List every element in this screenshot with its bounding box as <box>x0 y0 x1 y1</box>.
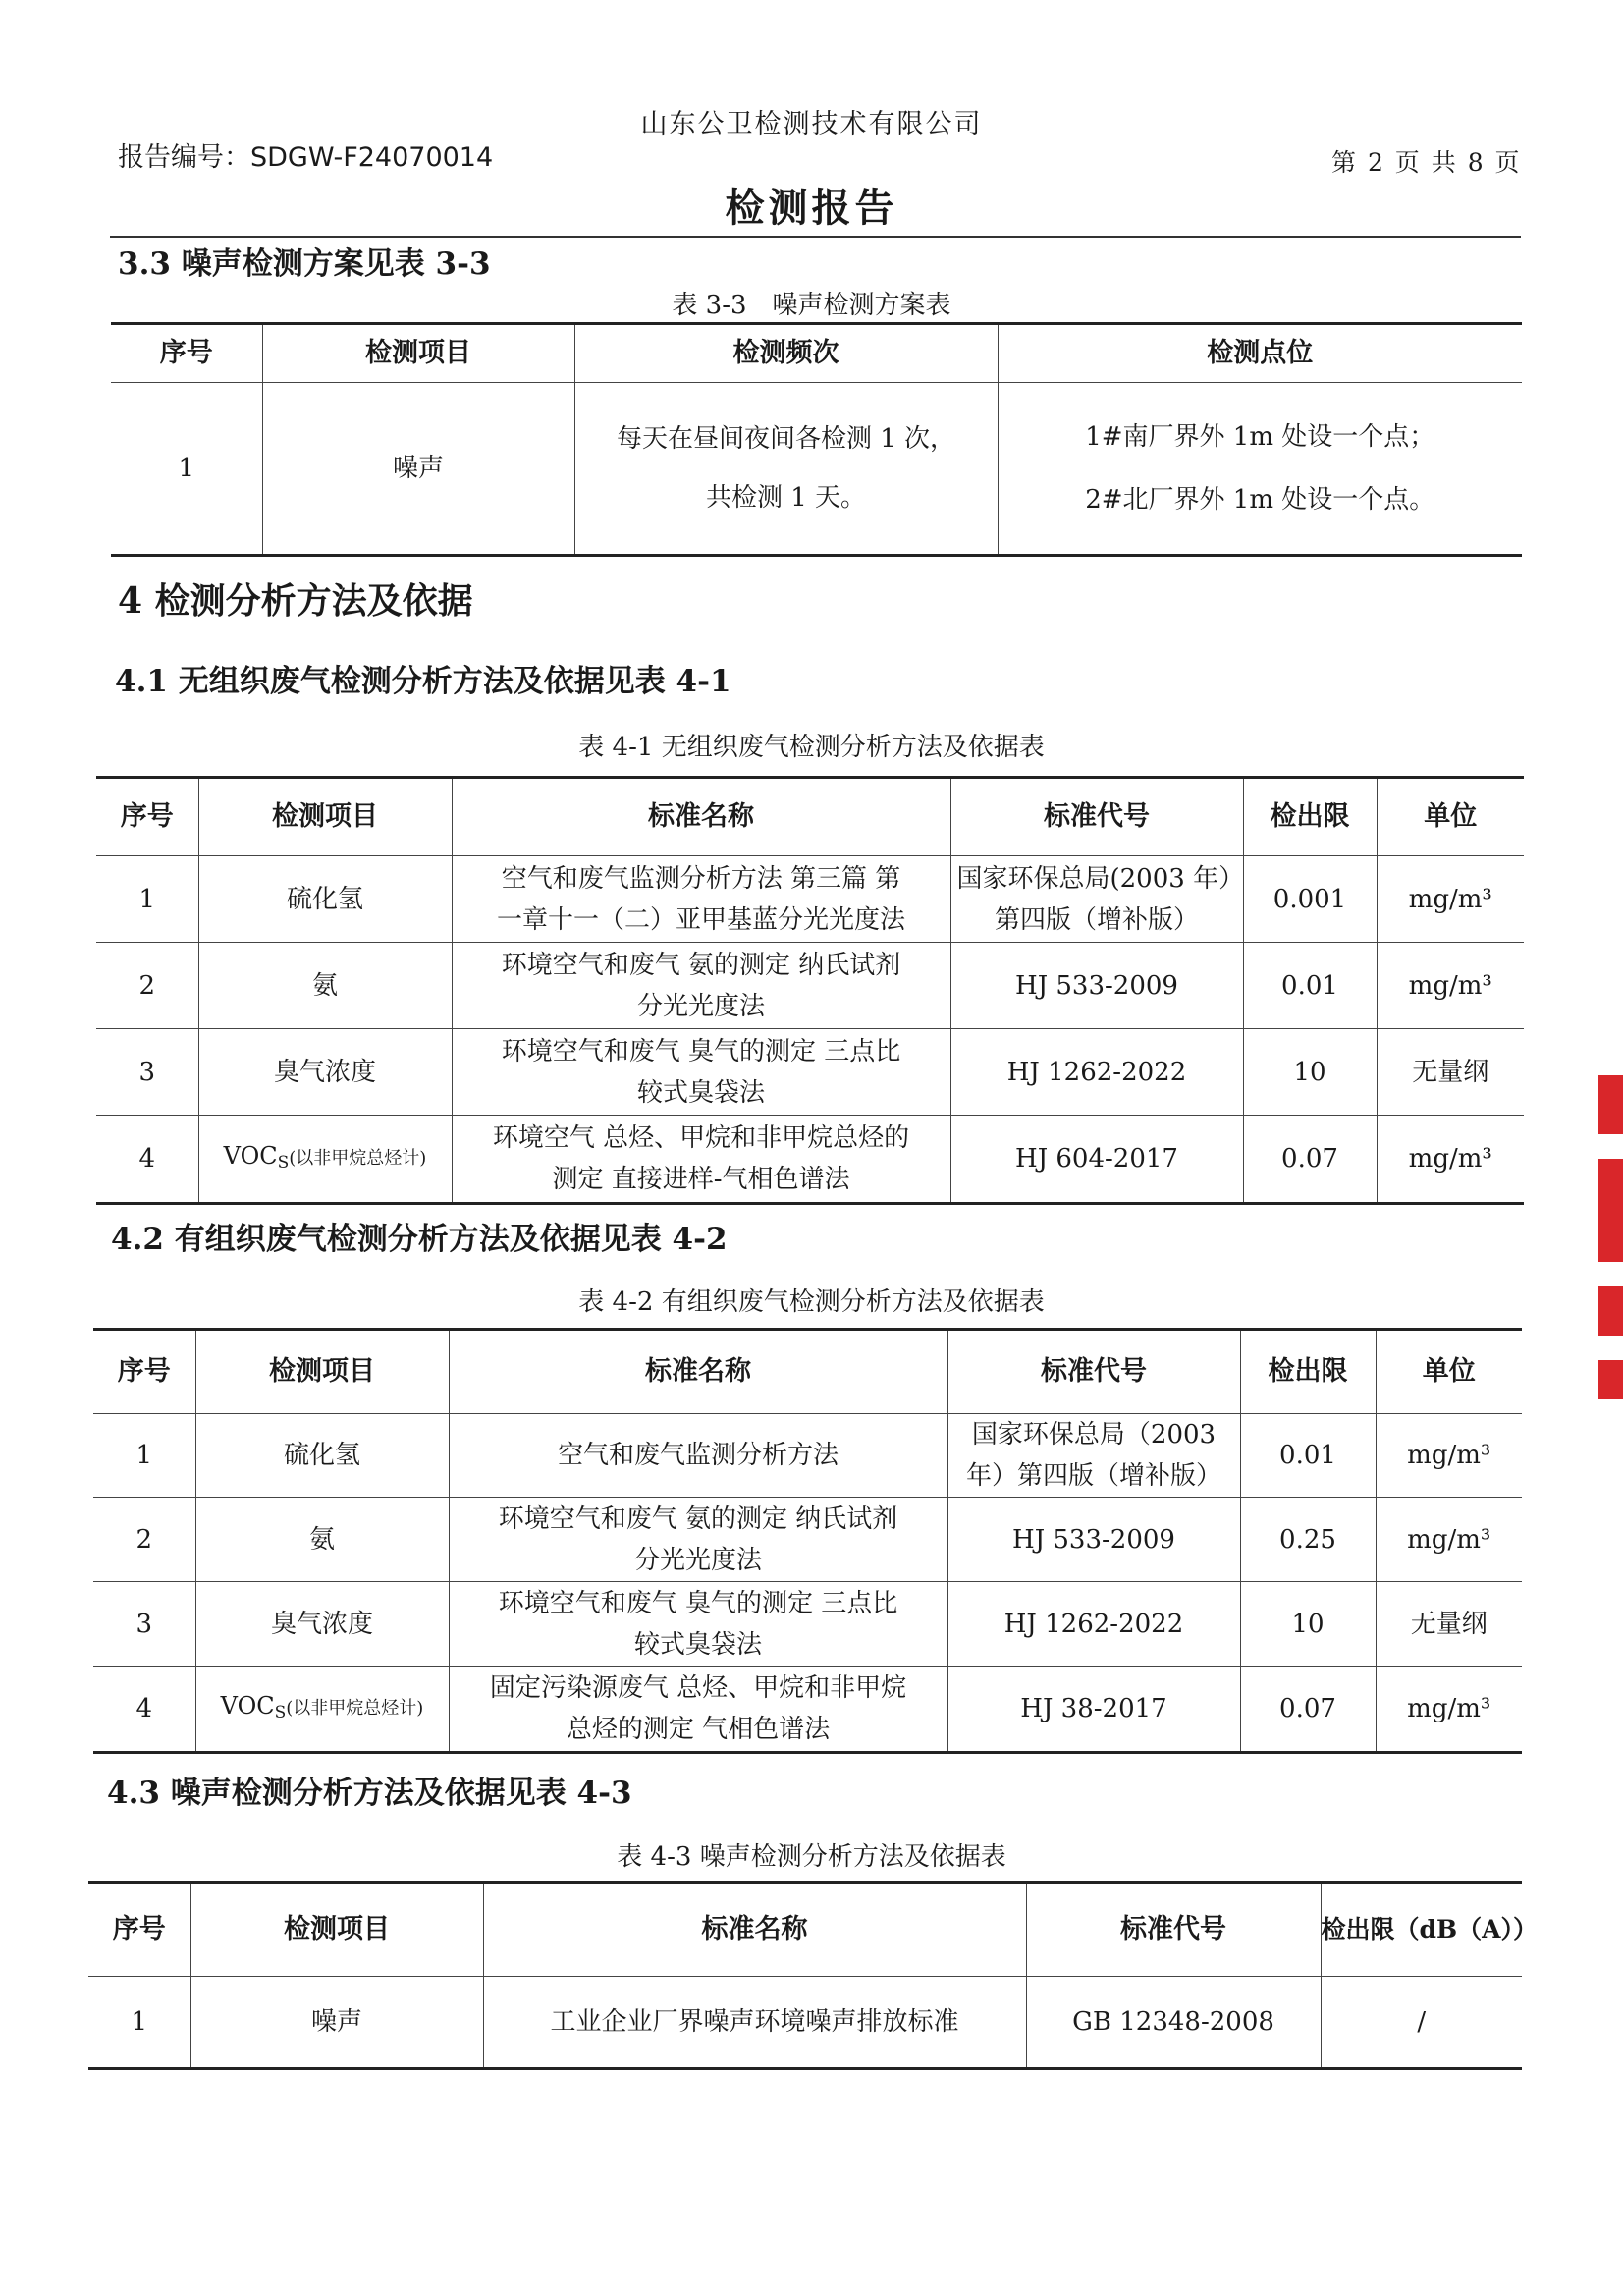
column-header: 标准名称 <box>452 778 950 856</box>
unit: mg/m³ <box>1376 1498 1522 1582</box>
table-4-2 <box>93 1328 1522 1754</box>
section-4-3-heading: 4.3 噪声检测分析方法及依据见表 4-3 <box>107 1776 632 1811</box>
test-item: 硫化氢 <box>198 856 452 943</box>
table-3-3-caption: 表 3-3 噪声检测方案表 <box>672 291 951 320</box>
standard-name <box>449 1667 947 1753</box>
standard-code <box>950 856 1243 943</box>
detection-limit: / <box>1321 1977 1522 2069</box>
column-header: 检测项目 <box>198 778 452 856</box>
table-row <box>111 383 1522 556</box>
unit: mg/m³ <box>1377 1116 1524 1204</box>
standard-name <box>449 1582 947 1667</box>
table-row <box>96 1029 1524 1116</box>
standard-code: HJ 1262-2022 <box>950 1029 1243 1116</box>
text-line: 共检测 1 天。 <box>705 483 867 513</box>
test-item <box>195 1667 449 1753</box>
column-header: 标准代号 <box>1026 1883 1321 1977</box>
column-header: 检出限（dB（A）） <box>1321 1883 1522 1977</box>
standard-name <box>449 1498 947 1582</box>
column-header: 标准名称 <box>483 1883 1026 1977</box>
standard-name: 工业企业厂界噪声环境噪声排放标准 <box>483 1977 1026 2069</box>
unit: 无量纲 <box>1376 1582 1522 1667</box>
text-line: 第四版（增补版） <box>994 904 1199 935</box>
text-line: 一章十一（二）亚甲基蓝分光光度法 <box>496 904 905 935</box>
header-rule <box>110 236 1521 238</box>
text-line: 环境空气 总烃、甲烷和非甲烷总烃的 <box>492 1123 910 1153</box>
unit: 无量纲 <box>1377 1029 1524 1116</box>
seal-fragment <box>1598 1286 1623 1336</box>
row-number: 4 <box>96 1116 198 1204</box>
column-header: 检出限 <box>1243 778 1377 856</box>
text-line: 分光光度法 <box>633 1545 762 1575</box>
detection-limit: 0.25 <box>1240 1498 1376 1582</box>
section-4-2-heading: 4.2 有组织废气检测分析方法及依据见表 4-2 <box>111 1222 728 1257</box>
column-header: 序号 <box>93 1330 195 1414</box>
row-number: 1 <box>88 1977 190 2069</box>
unit: mg/m³ <box>1377 856 1524 943</box>
section-3-3-heading: 3.3 噪声检测方案见表 3-3 <box>118 246 491 282</box>
text-line: 年）第四版（增补版） <box>965 1461 1221 1491</box>
company-name: 山东公卫检测技术有限公司 <box>640 109 983 139</box>
table-4-3-caption: 表 4-3 噪声检测分析方法及依据表 <box>617 1842 1006 1872</box>
text-line: 每天在昼间夜间各检测 1 次， <box>616 424 956 454</box>
table-4-3 <box>88 1881 1539 2070</box>
detection-limit: 0.07 <box>1240 1667 1376 1753</box>
text-line: 环境空气和废气 臭气的测定 三点比 <box>501 1036 901 1066</box>
seal-fragment <box>1598 1075 1623 1134</box>
column-header: 序号 <box>96 778 198 856</box>
text-line: 总烃的测定 气相色谱法 <box>566 1715 831 1744</box>
item-subscript: S <box>277 1152 290 1173</box>
column-header: 检出限 <box>1240 1330 1376 1414</box>
test-points <box>998 383 1522 556</box>
detection-limit: 10 <box>1240 1582 1376 1667</box>
standard-code <box>947 1414 1240 1498</box>
standard-code: HJ 533-2009 <box>950 943 1243 1029</box>
test-frequency <box>574 383 998 556</box>
detection-limit: 10 <box>1243 1029 1377 1116</box>
column-header: 检测频次 <box>574 324 998 383</box>
unit: mg/m³ <box>1377 943 1524 1029</box>
standard-name <box>452 1116 950 1204</box>
table-4-1-caption: 表 4-1 无组织废气检测分析方法及依据表 <box>578 733 1045 762</box>
column-header: 标准代号 <box>950 778 1243 856</box>
report-number: 报告编号：SDGW-F24070014 <box>118 142 494 173</box>
test-item: 氨 <box>195 1498 449 1582</box>
column-header: 检测项目 <box>190 1883 483 1977</box>
row-number: 2 <box>93 1498 195 1582</box>
test-item: 噪声 <box>190 1977 483 2069</box>
row-number: 3 <box>96 1029 198 1116</box>
text-line: 空气和废气监测分析方法 第三篇 第 <box>501 863 901 894</box>
standard-code: HJ 533-2009 <box>947 1498 1240 1582</box>
test-item: 臭气浓度 <box>198 1029 452 1116</box>
row-number: 1 <box>111 383 262 556</box>
seal-fragment <box>1598 1360 1623 1399</box>
section-4-heading: 4 检测分析方法及依据 <box>118 580 473 622</box>
text-line: 环境空气和废气 臭气的测定 三点比 <box>498 1588 898 1618</box>
column-header: 检测项目 <box>195 1330 449 1414</box>
row-number: 1 <box>96 856 198 943</box>
seal-fragment <box>1598 1159 1623 1262</box>
text-line: 环境空气和废气 氨的测定 纳氏试剂 <box>498 1503 898 1534</box>
table-row <box>96 1116 1524 1204</box>
standard-name <box>452 1029 950 1116</box>
standard-code: HJ 38-2017 <box>947 1667 1240 1753</box>
item-main: VOC <box>223 1141 278 1170</box>
column-header: 单位 <box>1376 1330 1522 1414</box>
column-header: 标准名称 <box>449 1330 947 1414</box>
item-note: (以非甲烷总烃计) <box>289 1147 427 1169</box>
unit: mg/m³ <box>1376 1667 1522 1753</box>
text-line: 1#南厂界外 1m 处设一个点； <box>1085 422 1435 452</box>
text-line: 较式臭袋法 <box>633 1629 762 1660</box>
table-row <box>93 1498 1522 1582</box>
table-row <box>88 1977 1522 2069</box>
test-item: 臭气浓度 <box>195 1582 449 1667</box>
column-header: 序号 <box>88 1883 190 1977</box>
item-subscript: S <box>274 1702 287 1722</box>
table-row <box>96 856 1524 943</box>
text-line: 分光光度法 <box>636 991 765 1021</box>
item-note: (以非甲烷总烃计) <box>286 1697 424 1719</box>
text-line: 国家环保总局(2003 年） <box>956 863 1245 894</box>
row-number: 4 <box>93 1667 195 1753</box>
text-line: 测定 直接进样-气相色谱法 <box>552 1165 850 1194</box>
standard-name <box>452 943 950 1029</box>
column-header: 序号 <box>111 324 262 383</box>
table-row <box>93 1667 1522 1753</box>
text-line: 较式臭袋法 <box>636 1077 765 1108</box>
table-row <box>96 943 1524 1029</box>
standard-code: HJ 1262-2022 <box>947 1582 1240 1667</box>
test-item: 噪声 <box>262 383 574 556</box>
test-item <box>198 1116 452 1204</box>
column-header: 检测项目 <box>262 324 574 383</box>
table-4-2-caption: 表 4-2 有组织废气检测分析方法及依据表 <box>578 1287 1045 1317</box>
item-main: VOC <box>220 1691 275 1720</box>
document-title: 检测报告 <box>725 185 898 231</box>
text-line: 环境空气和废气 氨的测定 纳氏试剂 <box>501 950 901 980</box>
standard-code: GB 12348-2008 <box>1026 1977 1321 2069</box>
column-header: 检测点位 <box>998 324 1522 383</box>
detection-limit: 0.07 <box>1243 1116 1377 1204</box>
page-number: 第 2 页 共 8 页 <box>1331 148 1522 177</box>
table-row <box>93 1582 1522 1667</box>
text-line: 固定污染源废气 总烃、甲烷和非甲烷 <box>489 1673 907 1703</box>
test-item: 硫化氢 <box>195 1414 449 1498</box>
unit: mg/m³ <box>1376 1414 1522 1498</box>
detection-limit: 0.01 <box>1243 943 1377 1029</box>
detection-limit: 0.001 <box>1243 856 1377 943</box>
test-item: 氨 <box>198 943 452 1029</box>
table-4-1 <box>96 776 1524 1205</box>
standard-name <box>452 856 950 943</box>
text-line: 2#北厂界外 1m 处设一个点。 <box>1085 485 1435 515</box>
column-header: 单位 <box>1377 778 1524 856</box>
column-header: 标准代号 <box>947 1330 1240 1414</box>
text-line: 国家环保总局（2003 <box>971 1420 1217 1449</box>
row-number: 2 <box>96 943 198 1029</box>
row-number: 1 <box>93 1414 195 1498</box>
table-3-3 <box>111 322 1522 557</box>
section-4-1-heading: 4.1 无组织废气检测分析方法及依据见表 4-1 <box>115 664 731 699</box>
standard-name: 空气和废气监测分析方法 <box>449 1414 947 1498</box>
detection-limit: 0.01 <box>1240 1414 1376 1498</box>
row-number: 3 <box>93 1582 195 1667</box>
standard-code: HJ 604-2017 <box>950 1116 1243 1204</box>
table-row <box>93 1414 1522 1498</box>
